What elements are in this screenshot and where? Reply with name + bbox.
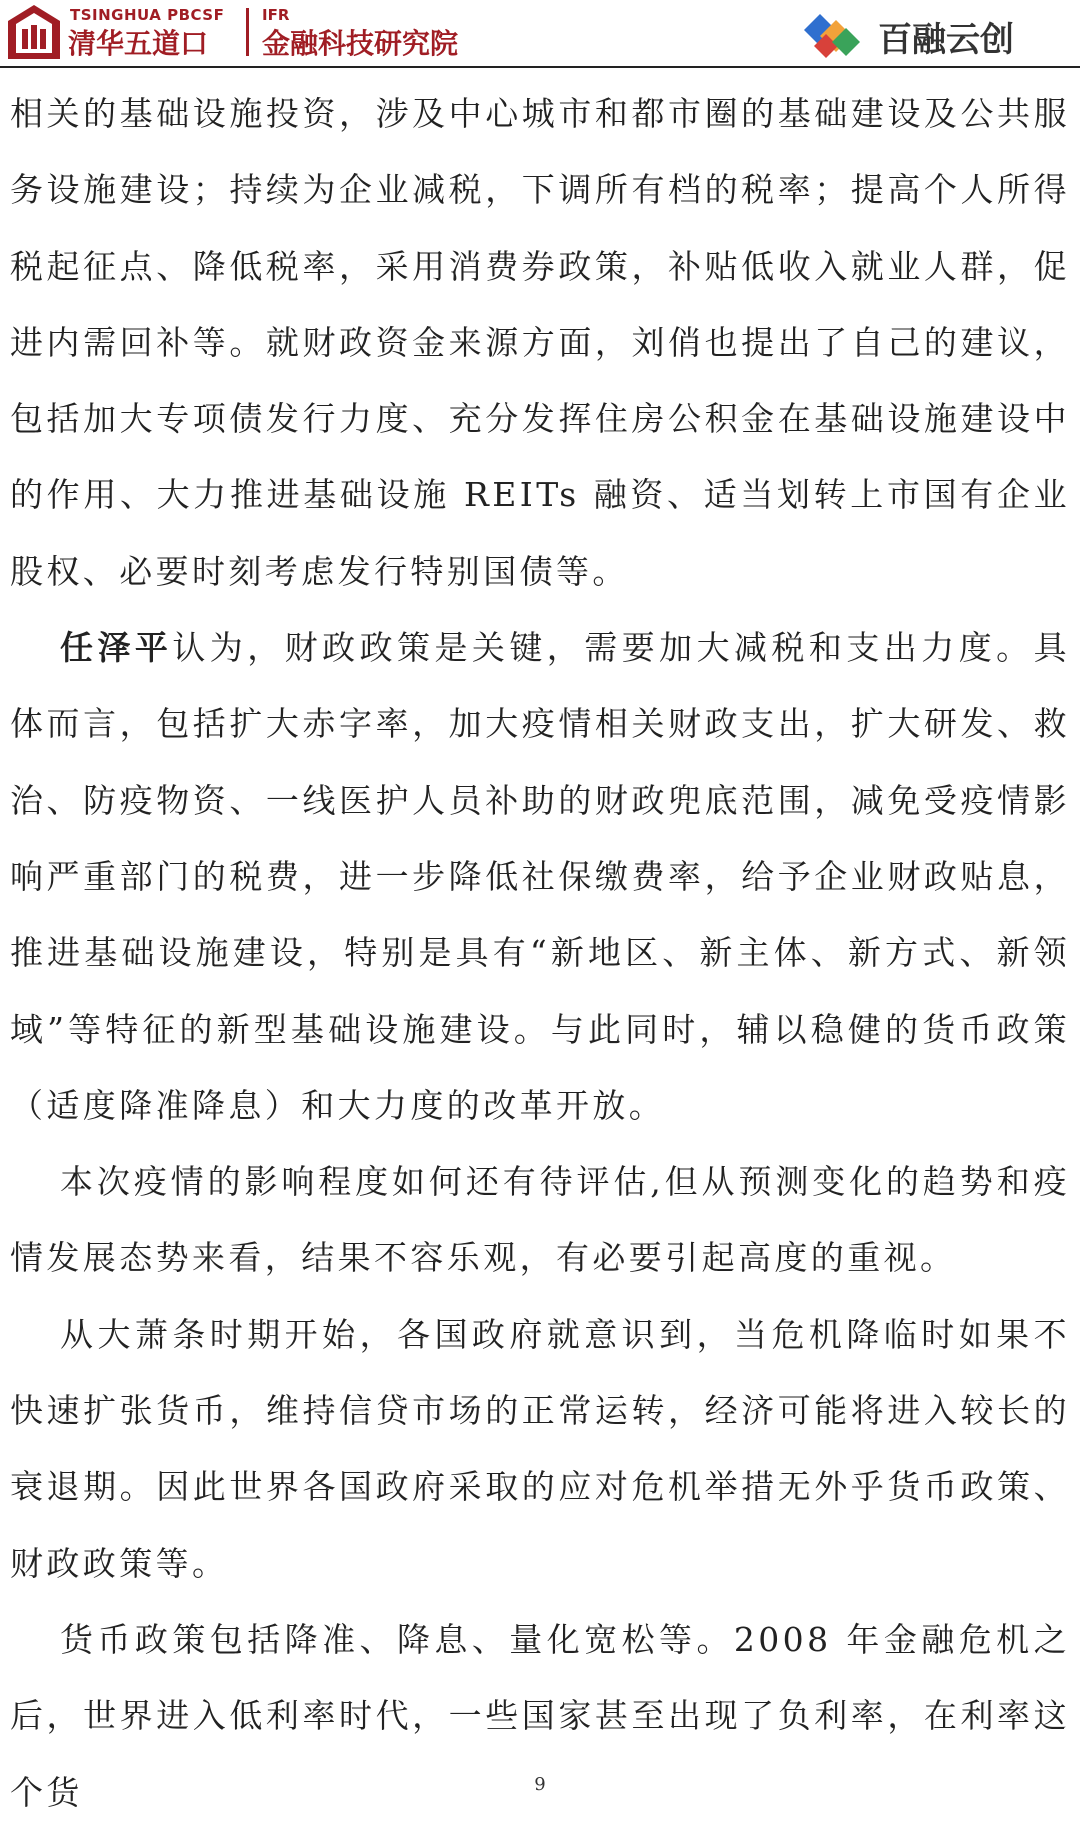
paragraph-1: 相关的基础设施投资，涉及中心城市和都市圈的基础建设及公共服务设施建设；持续为企业减税，下调所有档的税率；提高个人所得税起征点、降低税率，采用消费券政策，补贴低收入就业人群，促进内需回补等。就财政资金来源方面，刘俏也提出了自己的建议，包括加大专项债发行力度、充分发挥住房公积金在基础设施建设中的作用、大力推进基础设施 REITs 融资、适当划转上市国有企业股权、必要时刻考虑发行特别国债等。 xyxy=(10,94,1070,591)
partner-name: 百融云创 xyxy=(878,20,1014,60)
page-header xyxy=(0,0,1080,68)
tsinghua-pbcsf-logo-icon xyxy=(6,3,62,61)
paragraph-2 xyxy=(10,610,1070,1144)
header-rule xyxy=(0,66,1080,68)
paragraph-3: 本次疫情的影响程度如何还有待评估,但从预测变化的趋势和疫情发展态势来看，结果不容乐观，有必要引起高度的重视。 xyxy=(10,1162,1070,1278)
expert-name: 任泽平 xyxy=(60,628,173,668)
paragraph-5: 货币政策包括降准、降息、量化宽松等。2008 年金融危机之后，世界进入低利率时代，一些国家甚至出现了负利率，在利率这个货 xyxy=(10,1619,1070,1812)
header-separator xyxy=(246,8,249,56)
article-body xyxy=(10,76,1070,1831)
page-number: 9 xyxy=(534,1774,546,1795)
ifr-english: IFR xyxy=(262,6,290,24)
paragraph-2-text: 认为，财政政策是关键，需要加大减税和支出力度。具体而言，包括扩大赤字率，加大疫情相关财政支出，扩大研发、救治、防疫物资、一线医护人员补助的财政兜底范围，减免受疫情影响严重部门的税费，进一步降低社保缴费率，给予企业财政贴息，推进基础设施建设，特别是具有“新地区、新主体、新方式、新领域”等特征的新型基础设施建设。与此同时，辅以稳健的货币政策（适度降准降息）和大力度的改革开放。 xyxy=(10,628,1070,1125)
partner-logo-icon xyxy=(800,10,868,60)
paragraph-4: 从大萧条时期开始，各国政府就意识到，当危机降临时如果不快速扩张货币，维持信贷市场的正常运转，经济可能将进入较长的衰退期。因此世界各国政府采取的应对危机举措无外乎货币政策、财政政策等。 xyxy=(10,1314,1070,1583)
brand-english: TSINGHUA PBCSF xyxy=(70,6,225,24)
ifr-chinese: 金融科技研究院 xyxy=(262,27,459,60)
brand-chinese: 清华五道口 xyxy=(68,27,209,60)
